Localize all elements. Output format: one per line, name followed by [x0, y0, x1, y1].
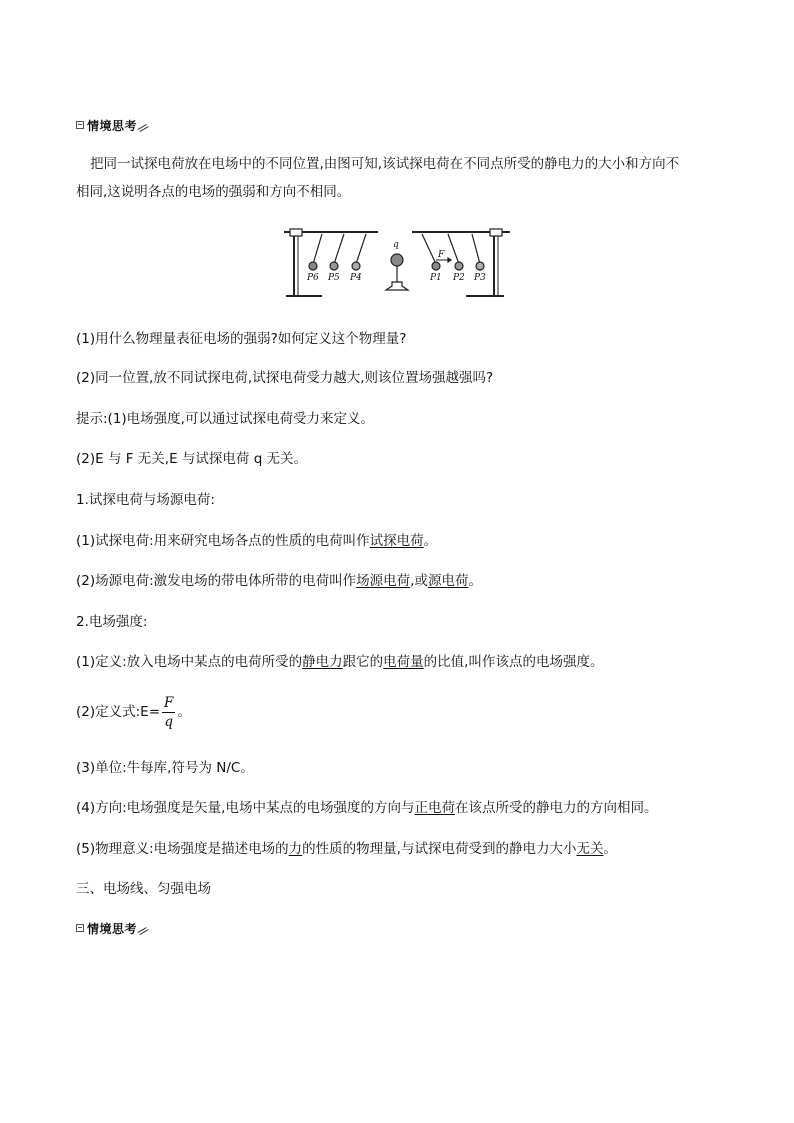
section-badge-situational-thinking — [76, 118, 150, 132]
badge-box-icon — [76, 121, 84, 129]
force-label: F — [438, 250, 445, 260]
hint-2: (2)E 与 F 无关,E 与试探电荷 q 无关。 — [76, 451, 308, 467]
badge-label: 情境思考 — [87, 921, 138, 936]
blank-answer: 试探电荷 — [369, 533, 424, 549]
blank-answer: 力 — [288, 841, 303, 857]
fraction-numerator: F — [164, 694, 174, 711]
blank-answer: 正电荷 — [414, 800, 455, 816]
section-2-item-d: (4)方向:电场强度是矢量,电场中某点的电场强度的方向与正电荷在该点所受的静电力的方向相同。 — [76, 800, 658, 816]
section-2-item-e: (5)物理意义:电场强度是描述电场的力的性质的物理量,与试探电荷受到的静电力大小无关。 — [76, 841, 617, 857]
blank-answer: 场源电荷 — [356, 573, 411, 589]
point-label-p6: P6 — [307, 273, 319, 283]
formula-fraction — [162, 694, 175, 731]
hint-1: 提示:(1)电场强度,可以通过试探电荷受力来定义。 — [76, 411, 374, 427]
blank-answer: 静电力 — [302, 654, 343, 670]
question-2: (2)同一位置,放不同试探电荷,试探电荷受力越大,则该位置场强越强吗? — [76, 370, 494, 386]
blank-answer: 源电荷 — [427, 573, 469, 589]
section-1-item-a: (1)试探电荷:用来研究电场各点的性质的电荷叫作试探电荷。 — [76, 533, 438, 549]
badge-tail-icon — [138, 923, 150, 933]
section-badge-situational-thinking-2 — [76, 921, 150, 935]
pendulum-diagram — [282, 226, 514, 298]
section-2-item-c: (3)单位:牛每库,符号为 N/C。 — [76, 760, 254, 776]
section-2-item-b: (2)定义式:E= $\frac{F}{q}$ 。 — [76, 694, 191, 730]
pendulum-figure — [282, 226, 514, 298]
section-1-item-b: (2)场源电荷:激发电场的带电体所带的电荷叫作场源电荷,或源电荷。 — [76, 573, 482, 589]
blank-answer: 无关 — [576, 841, 604, 857]
q-label: q — [393, 240, 399, 250]
badge-label: 情境思考 — [87, 118, 138, 133]
intro-line-2: 相同,这说明各点的电场的强弱和方向不相同。 — [76, 184, 351, 200]
point-label-p2: P2 — [453, 273, 465, 283]
intro-line-1: 把同一试探电荷放在电场中的不同位置,由图可知,该试探电荷在不同点所受的静电力的大小和方向不 — [90, 156, 680, 172]
section-2-title: 2.电场强度: — [76, 614, 148, 630]
badge-tail-icon — [138, 120, 150, 130]
question-1: (1)用什么物理量表征电场的强弱?如何定义这个物理量? — [76, 331, 407, 347]
blank-answer: 电荷量 — [383, 654, 424, 670]
badge-box-icon — [76, 924, 84, 932]
section-2-item-a: (1)定义:放入电场中某点的电荷所受的静电力跟它的电荷量的比值,叫作该点的电场强度。 — [76, 654, 604, 670]
point-label-p4: P4 — [350, 273, 362, 283]
fraction-denominator: q — [164, 713, 174, 730]
point-label-p3: P3 — [474, 273, 486, 283]
section-3-title: 三、电场线、匀强电场 — [76, 881, 211, 897]
point-label-p1: P1 — [430, 273, 442, 283]
section-1-title: 1.试探电荷与场源电荷: — [76, 492, 215, 508]
point-label-p5: P5 — [328, 273, 340, 283]
